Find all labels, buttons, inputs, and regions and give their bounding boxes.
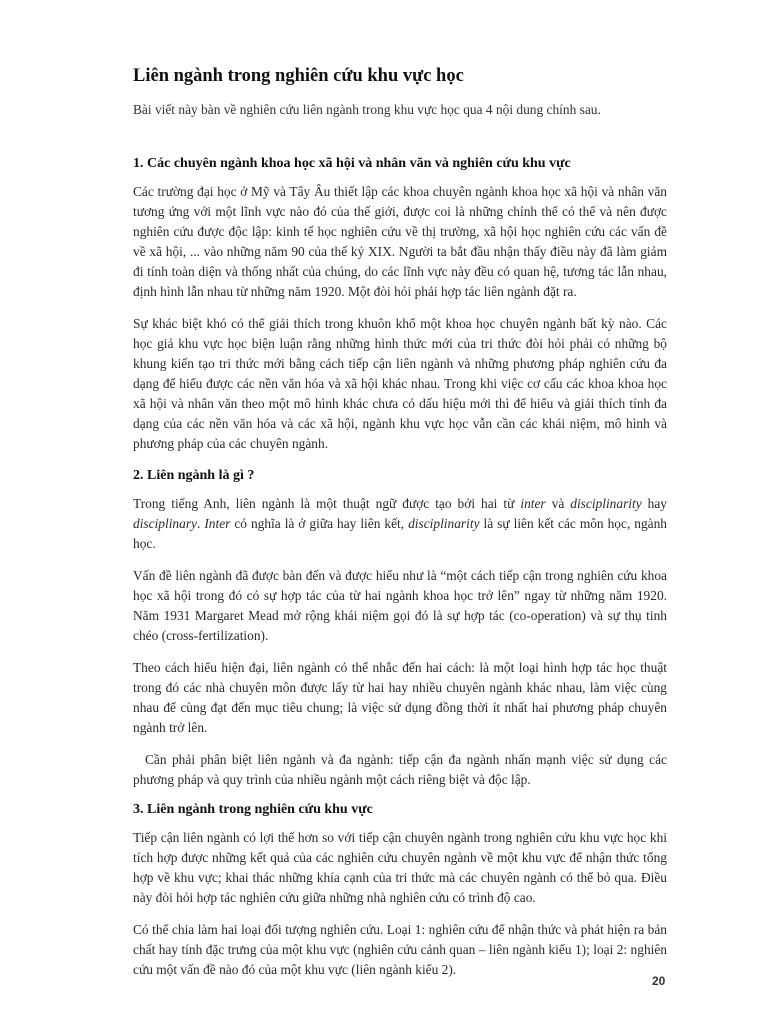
term-disciplinary: disciplinary [133, 516, 197, 531]
section-1-paragraph-1: Các trường đại học ở Mỹ và Tây Âu thiết lập các khoa chuyên ngành khoa học xã hội và nhân văn tương ứng với một lĩnh vực nào đó của thế giới, được coi là những chỉnh thể có thể và nên được nghiên cứu được độc lập: kinh tế học nghiên cứu về thị trường, xã hội học nghiên cứu các vấn đề về xã hội, ... vào những năm 90 của thế kỷ XIX. Người ta bắt đầu nhận thấy điều này đã làm giảm đi tính toàn diện và thống nhất của chúng, do các lĩnh vực này đều có quan hệ, tương tác lẫn nhau, định hình lẫn nhau từ những năm 1920. Một đòi hỏi phải hợp tác liên ngành đặt ra. [133, 184, 667, 299]
section-1-heading: 1. Các chuyên ngành khoa học xã hội và nhân văn và nghiên cứu khu vực [133, 156, 571, 171]
text-run: hay [641, 496, 667, 511]
section-3-paragraph-1: Tiếp cận liên ngành có lợi thế hơn so với tiếp cận chuyên ngành trong nghiên cứu khu vực học khi tích hợp được những kết quả của các nghiên cứu chuyên ngành về một khu vực để nhận thức tổng hợp về khu vực; khai thác những khía cạnh của tri thức mà các chuyên ngành có thể bỏ qua. Điều này đòi hỏi hợp tác nghiên cứu giữa những nhà nghiên cứu có trình độ cao. [133, 830, 667, 905]
page-number: 20 [652, 974, 666, 988]
intro-paragraph: Bài viết này bàn về nghiên cứu liên ngành trong khu vực học qua 4 nội dung chính sau. [133, 102, 601, 117]
text-run: có nghĩa là ở giữa hay liên kết, [230, 516, 409, 531]
text-run: Trong tiếng Anh, liên ngành là một thuật ngữ được tạo bởi hai từ [133, 496, 521, 511]
section-2-paragraph-1 [133, 494, 667, 554]
section-2-paragraph-4: Cần phải phân biệt liên ngành và đa ngành: tiếp cận đa ngành nhấn mạnh việc sử dụng các phương pháp và quy trình của nhiều ngành một cách riêng biệt và độc lập. [133, 752, 667, 787]
section-2-heading: 2. Liên ngành là gì ? [133, 468, 255, 483]
section-2-paragraph-3: Theo cách hiểu hiện đại, liên ngành có thể nhắc đến hai cách: là một loại hình hợp tác học thuật trong đó các nhà chuyên môn được lấy từ hai hay nhiều chuyên ngành khác nhau, làm việc cùng nhau để cùng đạt đến mục tiêu chung; là việc sử dụng đồng thời ít nhất hai phương pháp chuyên ngành trở lên. [133, 660, 667, 735]
section-3-paragraph-2: Có thể chia làm hai loại đối tượng nghiên cứu. Loại 1: nghiên cứu để nhận thức và phát hiện ra bản chất hay tính đặc trưng của một khu vực (nghiên cứu cảnh quan – liên ngành kiểu 1); loại 2: nghiên cứu một vấn đề nào đó của một khu vực (liên ngành kiểu 2). [133, 922, 667, 977]
term-inter: Inter [204, 516, 231, 531]
text-run: . [196, 516, 205, 531]
document-title: Liên ngành trong nghiên cứu khu vực học [133, 66, 464, 86]
term-disciplinarity: disciplinarity [570, 496, 642, 511]
term-inter: inter [520, 496, 546, 511]
term-disciplinarity: disciplinarity [408, 516, 480, 531]
section-1-paragraph-2: Sự khác biệt khó có thể giải thích trong khuôn khổ một khoa học chuyên ngành bất kỳ nào. Các học giả khu vực học biện luận rằng những hình thức mới của tri thức đòi hỏi phải có những bộ khung kiến tạo tri thức mới bằng cách tiếp cận liên ngành và những phương pháp nghiên cứu đa dạng để hiểu được các nền văn hóa và xã hội khác nhau. Trong khi việc cơ cấu các khoa khoa học xã hội và nhân văn theo một mô hình khác chưa có dấu hiệu mới thì để hiểu và giải thích tính đa dạng của các nền văn hóa và các xã hội, ngành khu vực học vẫn cần các khái niệm, mô hình và phương pháp của các chuyên ngành. [133, 316, 667, 451]
text-run: là sự liên kết các môn học, ngành học. [133, 516, 668, 551]
text-run: và [545, 496, 571, 511]
section-3-heading: 3. Liên ngành trong nghiên cứu khu vực [133, 802, 373, 817]
document-page [133, 66, 667, 992]
section-2-paragraph-2: Vấn đề liên ngành đã được bàn đến và được hiểu như là “một cách tiếp cận trong nghiên cứu khoa học xã hội trong đó có sự hợp tác của từ hai ngành khoa học trở lên” ngay từ những năm 1920. Năm 1931 Margaret Mead mở rộng khái niệm gọi đó là sự hợp tác (co-operation) và sự thụ tinh chéo (cross-fertilization). [133, 568, 667, 643]
